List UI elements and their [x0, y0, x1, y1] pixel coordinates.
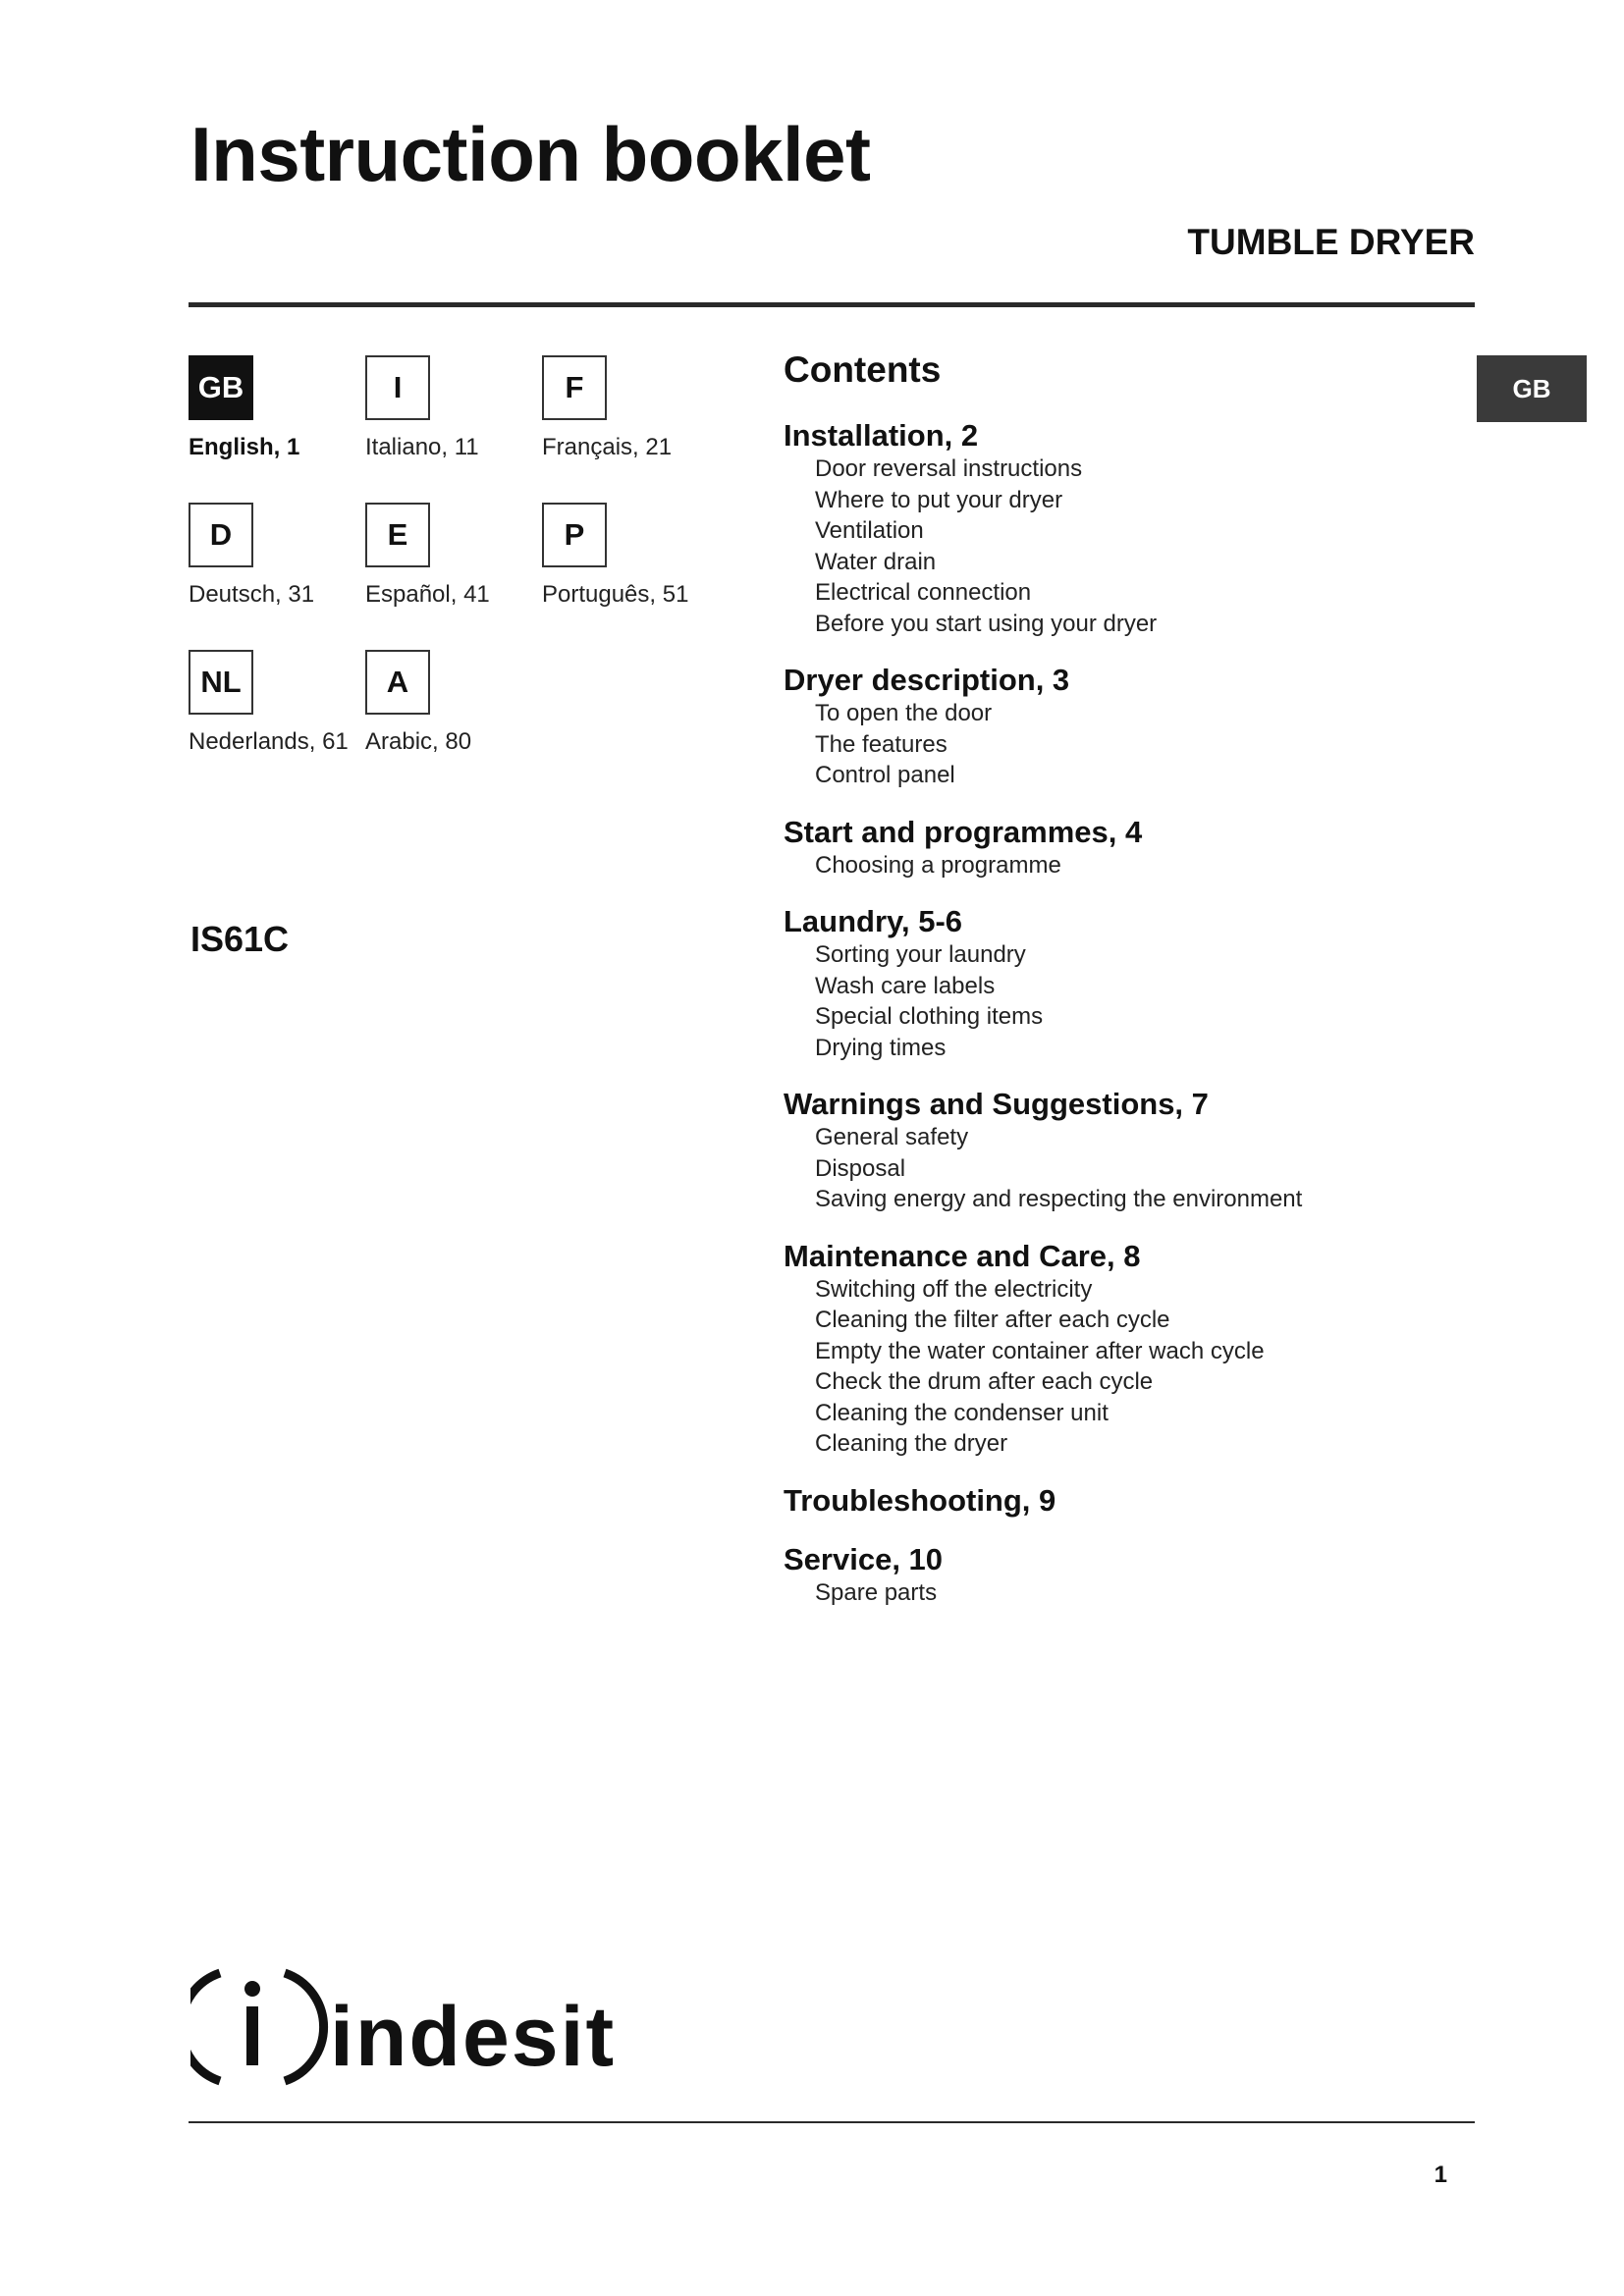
section-items: [784, 454, 1432, 639]
language-entry-i: [365, 355, 542, 461]
section-title: Warnings and Suggestions, 7: [784, 1087, 1209, 1121]
top-divider: [189, 302, 1475, 307]
section-item: Choosing a programme: [815, 851, 1061, 879]
section-title: Start and programmes, 4: [784, 814, 1143, 849]
section-item: Sorting your laundry: [815, 941, 1026, 968]
section-item: Check the drum after each cycle: [815, 1368, 1154, 1395]
contents-heading: Contents: [784, 349, 942, 390]
language-code-box: GB: [189, 355, 253, 420]
section-item: General safety: [815, 1124, 969, 1150]
section-item: Where to put your dryer: [815, 486, 1063, 513]
section-items: [784, 850, 1432, 881]
section-items: [784, 1577, 1432, 1609]
language-label: Deutsch, 31: [189, 581, 315, 608]
language-code-box: D: [189, 503, 253, 567]
section-item: Ventilation: [815, 517, 924, 544]
language-label: Arabic, 80: [365, 728, 472, 755]
model-number: IS61C: [190, 919, 290, 959]
section-item: Cleaning the condenser unit: [815, 1399, 1109, 1426]
language-label: Français, 21: [542, 434, 673, 460]
page-title: Instruction booklet: [190, 111, 871, 197]
language-code-box: F: [542, 355, 607, 420]
product-type: TUMBLE DRYER: [1187, 222, 1475, 262]
section-title: Installation, 2: [784, 418, 979, 453]
contents-section: [784, 663, 1432, 791]
section-item: Disposal: [815, 1154, 906, 1182]
contents-section: [784, 418, 1432, 639]
language-code-box: NL: [189, 650, 253, 715]
language-label: Nederlands, 61: [189, 728, 349, 755]
section-items: [784, 1274, 1432, 1460]
contents-section: [784, 1483, 1432, 1519]
section-items: [784, 939, 1432, 1063]
section-item: Spare parts: [815, 1578, 938, 1606]
section-title: Dryer description, 3: [784, 663, 1070, 697]
section-item: To open the door: [815, 700, 993, 726]
contents-section: [784, 1087, 1432, 1215]
section-item: Cleaning the filter after each cycle: [815, 1307, 1170, 1333]
section-title: Maintenance and Care, 8: [784, 1238, 1141, 1273]
language-entry-f: [542, 355, 719, 461]
brand-wordmark: indesit: [330, 1990, 617, 2084]
section-title: Laundry, 5-6: [784, 904, 963, 938]
page-number: 1: [1434, 2162, 1447, 2188]
section-item: Electrical connection: [815, 579, 1032, 606]
language-entry-d: [189, 503, 365, 609]
section-item: Water drain: [815, 548, 937, 575]
language-label: Español, 41: [365, 581, 490, 608]
section-item: Saving energy and respecting the environment: [815, 1186, 1303, 1212]
contents-section: [784, 815, 1432, 881]
language-label: Português, 51: [542, 581, 689, 608]
language-entry-p: [542, 503, 719, 609]
language-entry-gb: [189, 355, 365, 461]
language-label: English, 1: [189, 434, 300, 460]
section-item: Wash care labels: [815, 972, 996, 999]
language-entry-nl: [189, 650, 365, 756]
language-code-box: I: [365, 355, 430, 420]
bottom-divider: [189, 2121, 1475, 2123]
brand-logo: [190, 1963, 642, 2096]
language-code-box: P: [542, 503, 607, 567]
section-items: [784, 698, 1432, 791]
contents-section: [784, 1239, 1432, 1460]
contents-section: [784, 1542, 1432, 1609]
contents-section: [784, 904, 1432, 1063]
section-item: The features: [815, 730, 947, 758]
language-entry-e: [365, 503, 542, 609]
section-item: Drying times: [815, 1034, 947, 1061]
indesit-logo-icon: [190, 1963, 642, 2091]
contents-sections: [784, 418, 1432, 1608]
section-item: Switching off the electricity: [815, 1275, 1093, 1303]
section-item: Control panel: [815, 762, 955, 788]
language-side-tab: GB: [1477, 355, 1587, 422]
language-entry-a: [365, 650, 542, 756]
language-label: Italiano, 11: [365, 434, 479, 460]
section-item: Special clothing items: [815, 1003, 1044, 1030]
section-item: Empty the water container after wach cycle: [815, 1337, 1265, 1364]
section-item: Door reversal instructions: [815, 455, 1083, 482]
section-title: Service, 10: [784, 1541, 944, 1576]
language-code-box: A: [365, 650, 430, 715]
table-of-contents: [784, 349, 1432, 1631]
section-items: [784, 1122, 1432, 1215]
language-code-box: E: [365, 503, 430, 567]
section-item: Cleaning the dryer: [815, 1430, 1008, 1457]
section-item: Before you start using your dryer: [815, 610, 1158, 637]
section-title: Troubleshooting, 9: [784, 1482, 1056, 1518]
